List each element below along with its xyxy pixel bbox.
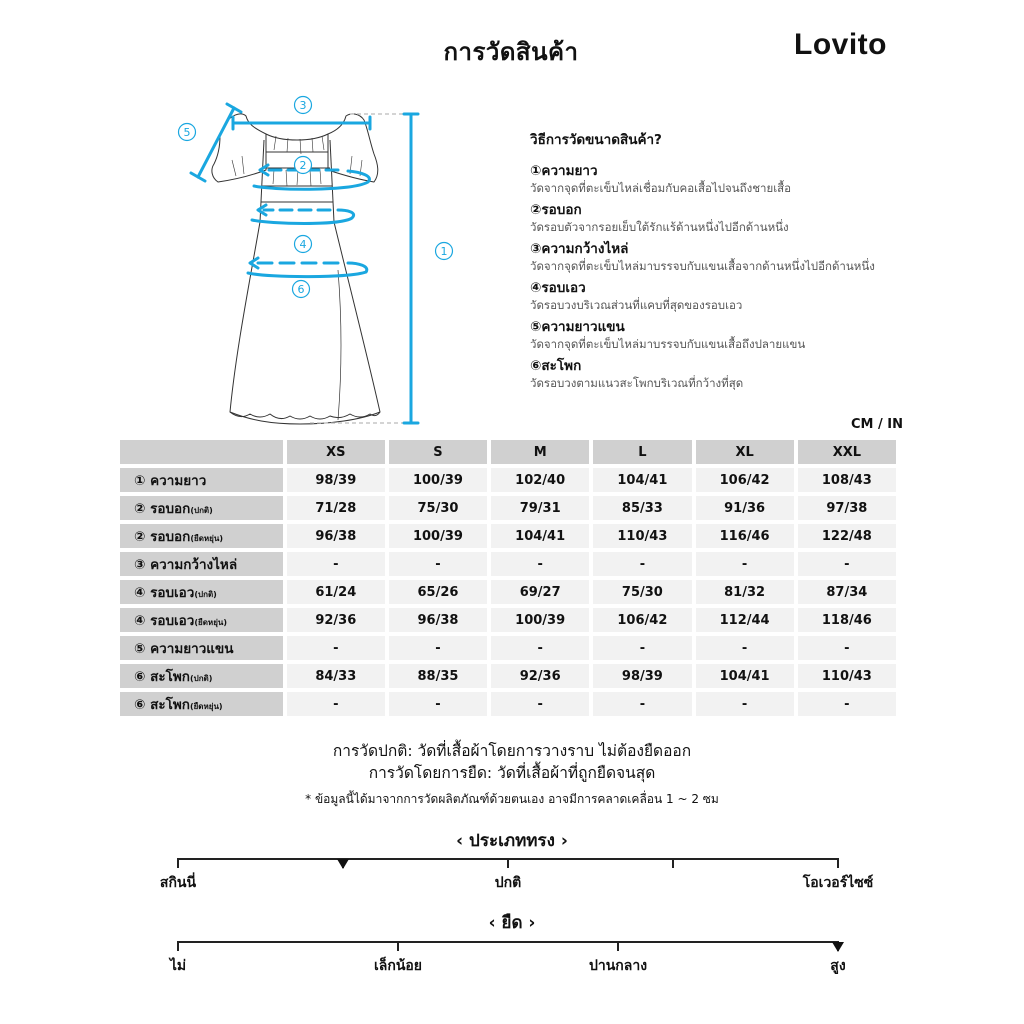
size-value-cell: - — [798, 692, 896, 716]
scale-label: ไม่ — [169, 958, 187, 974]
size-value-cell: 81/32 — [696, 580, 794, 604]
size-value-cell: 91/36 — [696, 496, 794, 520]
size-value-cell: 85/33 — [593, 496, 691, 520]
scale-tick — [837, 858, 839, 868]
size-value-cell: - — [287, 636, 385, 660]
size-value-cell: 110/43 — [593, 524, 691, 548]
size-value-cell: 92/36 — [491, 664, 589, 688]
size-value-cell: 87/34 — [798, 580, 896, 604]
size-value-cell: 61/24 — [287, 580, 385, 604]
table-row — [120, 580, 896, 604]
row-label-qualifier: (ปกติ) — [189, 674, 213, 683]
row-label-qualifier: (ปกติ) — [190, 506, 213, 515]
guide-item-title: ⑤ความยาวแขน — [530, 319, 625, 335]
size-value-cell: - — [491, 552, 589, 576]
scale-tick — [617, 941, 619, 951]
row-label — [120, 692, 283, 716]
size-value-cell: 110/43 — [798, 664, 896, 688]
scale-label: ปกติ — [494, 875, 522, 891]
row-label-qualifier: (ยืดหยุ่น) — [189, 702, 223, 711]
svg-text:2: 2 — [299, 159, 307, 172]
table-row — [120, 552, 896, 576]
svg-text:5: 5 — [183, 126, 191, 139]
size-value-cell: 118/46 — [798, 608, 896, 632]
size-value-cell: 98/39 — [287, 468, 385, 492]
dress-diagram — [170, 90, 470, 430]
size-value-cell: 106/42 — [593, 608, 691, 632]
size-value-cell: - — [491, 692, 589, 716]
stretch-scale-title: ‹ ยืด › — [488, 913, 536, 933]
scale-tick — [672, 858, 674, 868]
size-value-cell: - — [593, 636, 691, 660]
note-normal: การวัดปกติ: วัดที่เสื้อผ้าโดยการวางราบ ไม่ต้องยืดออก — [332, 742, 692, 760]
guide-item-title: ③ความกว้างไหล่ — [530, 241, 629, 257]
scale-label: สูง — [830, 958, 846, 974]
row-label-text: ⑥ สะโพก — [134, 669, 190, 685]
fit-scale-title: ‹ ประเภททรง › — [456, 831, 568, 851]
guide-item-shoulder — [530, 240, 920, 275]
size-value-cell: 102/40 — [491, 468, 589, 492]
page-title-text: การวัดสินค้า — [443, 38, 579, 66]
size-value-cell: - — [798, 552, 896, 576]
scale-tick — [177, 941, 179, 951]
table-row — [120, 692, 896, 716]
size-header: XL — [696, 440, 794, 464]
svg-text:4: 4 — [299, 238, 307, 251]
guide-item-sleeve — [530, 318, 920, 353]
size-value-cell: 104/41 — [593, 468, 691, 492]
size-value-cell: - — [593, 552, 691, 576]
row-label-text: ④ รอบเอว — [134, 585, 195, 601]
measurement-guide — [530, 128, 920, 396]
selected-marker-icon — [832, 942, 844, 952]
size-value-cell: - — [389, 692, 487, 716]
size-header: XS — [287, 440, 385, 464]
size-value-cell: 96/38 — [389, 608, 487, 632]
guide-item-desc: วัดจากจุดที่ตะเข็บไหล่เชื่อมกับคอเสื้อไปจนถึงชายเสื้อ — [530, 181, 792, 195]
size-value-cell: 65/26 — [389, 580, 487, 604]
size-header: M — [491, 440, 589, 464]
row-label-text: ⑤ ความยาวแขน — [134, 641, 234, 657]
size-value-cell: - — [287, 692, 385, 716]
size-value-cell: 88/35 — [389, 664, 487, 688]
unit-label: CM / IN — [851, 417, 903, 432]
scale-label: เล็กน้อย — [373, 958, 423, 974]
size-value-cell: 92/36 — [287, 608, 385, 632]
note-stretch: การวัดโดยการยืด: วัดที่เสื้อผ้าที่ถูกยืดจนสุด — [368, 764, 656, 782]
row-label — [120, 552, 283, 576]
size-value-cell: 69/27 — [491, 580, 589, 604]
hip-loop — [248, 263, 367, 277]
size-value-cell: 100/39 — [491, 608, 589, 632]
guide-item-title: ①ความยาว — [530, 163, 598, 179]
row-label-qualifier: (ยืดหยุ่น) — [194, 618, 227, 627]
corner-cell — [120, 440, 283, 464]
row-label — [120, 580, 283, 604]
scale-label: ปานกลาง — [588, 958, 648, 974]
row-label-text: ④ รอบเอว — [134, 613, 195, 629]
size-value-cell: 122/48 — [798, 524, 896, 548]
row-label — [120, 496, 283, 520]
guide-item-length — [530, 162, 920, 197]
scale-label: สกินนี่ — [159, 875, 197, 891]
marker-6 — [293, 281, 310, 298]
size-value-cell: 96/38 — [287, 524, 385, 548]
size-header: S — [389, 440, 487, 464]
guide-item-desc: วัดรอบตัวจากรอยเย็บใต้รักแร้ด้านหนึ่งไปอีกด้านหนึ่ง — [530, 220, 789, 234]
scale-tick — [507, 858, 509, 868]
size-value-cell: - — [593, 692, 691, 716]
row-label-qualifier: (ยืดหยุ่น) — [190, 534, 223, 543]
scale-tick — [397, 941, 399, 951]
row-label — [120, 468, 283, 492]
notes — [0, 740, 1024, 809]
size-value-cell: 106/42 — [696, 468, 794, 492]
size-value-cell: - — [696, 636, 794, 660]
guide-item-title: ②รอบอก — [530, 202, 582, 218]
guide-item-desc: วัดจากจุดที่ตะเข็บไหล่มาบรรจบกับแขนเสื้อจากด้านหนึ่งไปอีกด้านหนึ่ง — [530, 259, 875, 273]
size-value-cell: 97/38 — [798, 496, 896, 520]
size-value-cell: 116/46 — [696, 524, 794, 548]
size-value-cell: 98/39 — [593, 664, 691, 688]
note-disclaimer: * ข้อมูลนี้ได้มาจากการวัดผลิตภัณฑ์ด้วยตนเอง อาจมีการคลาดเคลื่อน 1 ~ 2 ซม — [305, 792, 719, 806]
scale-tick — [177, 858, 179, 868]
table-row — [120, 608, 896, 632]
size-value-cell: - — [696, 692, 794, 716]
row-label — [120, 636, 283, 660]
bust-loop — [254, 171, 369, 189]
table-row — [120, 664, 896, 688]
size-table — [116, 436, 900, 720]
marker-5 — [179, 124, 196, 141]
size-value-cell: - — [389, 636, 487, 660]
table-row — [120, 636, 896, 660]
marker-4 — [295, 236, 312, 253]
waist-loop — [252, 210, 354, 224]
guide-item-desc: วัดจากจุดที่ตะเข็บไหล่มาบรรจบกับแขนเสื้อถึงปลายแขน — [530, 337, 806, 351]
length-guides — [310, 114, 408, 423]
table-row — [120, 524, 896, 548]
marker-3 — [295, 97, 312, 114]
size-value-cell: - — [491, 636, 589, 660]
size-header: L — [593, 440, 691, 464]
svg-text:6: 6 — [297, 283, 305, 296]
size-value-cell: 104/41 — [491, 524, 589, 548]
size-value-cell: - — [696, 552, 794, 576]
size-value-cell: 100/39 — [389, 468, 487, 492]
guide-item-title: ⑥สะโพก — [530, 358, 582, 374]
table-row — [120, 496, 896, 520]
table-row — [120, 468, 896, 492]
row-label — [120, 664, 283, 688]
scale-label: โอเวอร์ไซซ์ — [802, 875, 874, 891]
size-value-cell: - — [798, 636, 896, 660]
size-value-cell: 108/43 — [798, 468, 896, 492]
row-label-text: ① ความยาว — [134, 473, 207, 489]
guide-item-bust — [530, 201, 920, 236]
size-value-cell: - — [287, 552, 385, 576]
row-label-qualifier: (ปกติ) — [194, 590, 217, 599]
guide-item-hip — [530, 357, 920, 392]
size-header: XXL — [798, 440, 896, 464]
row-label-text: ② รอบอก — [134, 501, 191, 517]
size-value-cell: 100/39 — [389, 524, 487, 548]
row-label-text: ③ ความกว้างไหล่ — [134, 557, 238, 573]
svg-text:3: 3 — [299, 99, 307, 112]
sleeve-line — [198, 108, 234, 177]
size-value-cell: 104/41 — [696, 664, 794, 688]
marker-2 — [295, 157, 312, 174]
guide-heading: วิธีการวัดขนาดสินค้า? — [530, 132, 662, 148]
row-label — [120, 608, 283, 632]
brand-logo: Lovito — [794, 28, 887, 61]
guide-item-waist — [530, 279, 920, 314]
size-value-cell: 112/44 — [696, 608, 794, 632]
guide-item-title: ④รอบเอว — [530, 280, 586, 296]
svg-text:1: 1 — [440, 245, 448, 258]
row-label-text: ⑥ สะโพก — [134, 697, 190, 713]
size-value-cell: - — [389, 552, 487, 576]
stretch-scale-line — [178, 941, 838, 943]
guide-item-desc: วัดรอบวงตามแนวสะโพกบริเวณที่กว้างที่สุด — [530, 376, 744, 390]
row-label — [120, 524, 283, 548]
guide-item-desc: วัดรอบวงบริเวณส่วนที่แคบที่สุดของรอบเอว — [530, 298, 743, 312]
size-value-cell: 75/30 — [593, 580, 691, 604]
row-label-text: ② รอบอก — [134, 529, 191, 545]
size-value-cell: 79/31 — [491, 496, 589, 520]
size-value-cell: 75/30 — [389, 496, 487, 520]
size-value-cell: 84/33 — [287, 664, 385, 688]
marker-1 — [436, 243, 453, 260]
size-value-cell: 71/28 — [287, 496, 385, 520]
size-header-row — [120, 440, 896, 464]
selected-marker-icon — [337, 859, 349, 869]
